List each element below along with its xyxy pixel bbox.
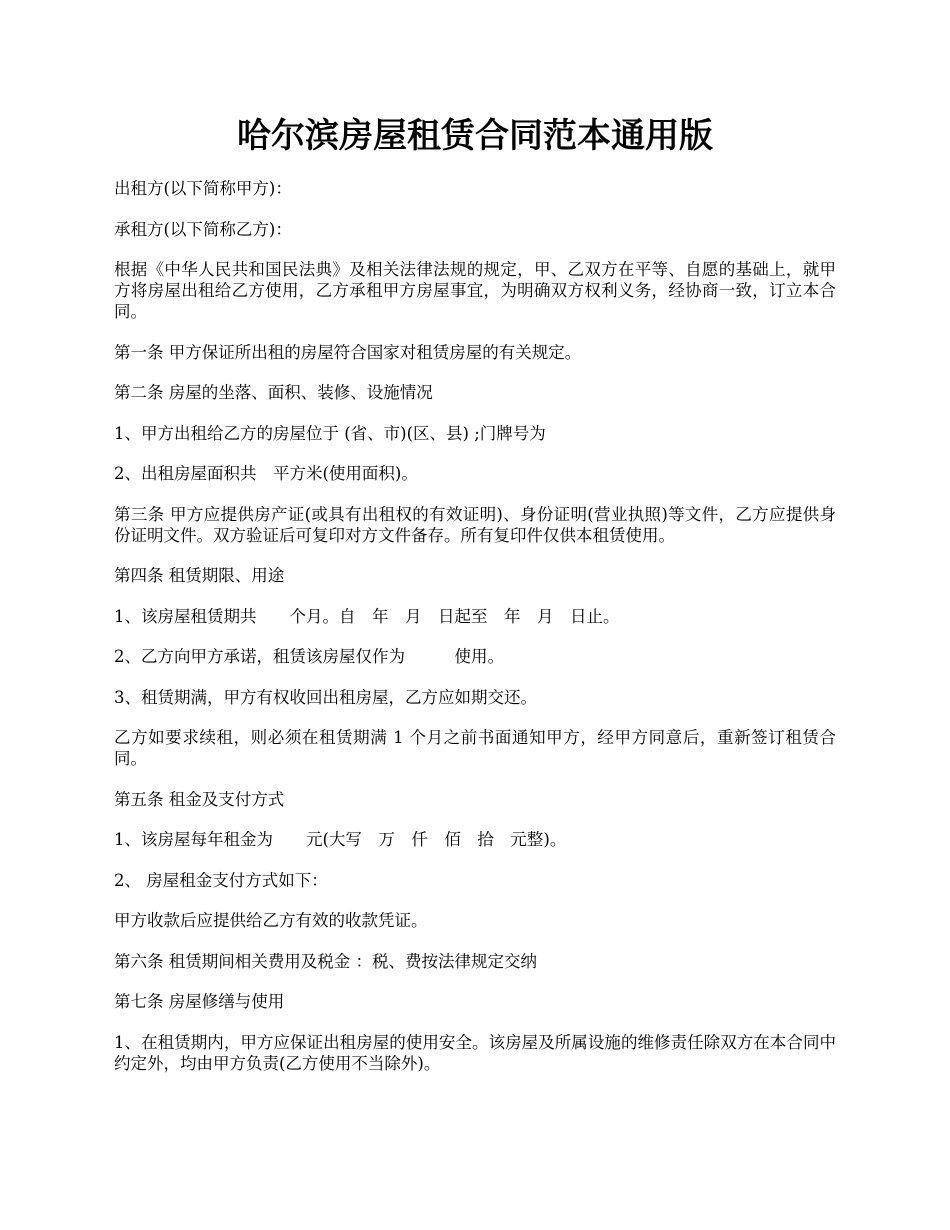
document-body [114,178,836,1093]
paragraph-article-1: 第一条 甲方保证所出租的房屋符合国家对租赁房屋的有关规定。 [114,342,582,362]
paragraph-article-5-item-1: 1、该房屋每年租金为 元(大写 万 仟 佰 拾 元整)。 [114,830,567,849]
paragraph-article-4-item-3: 3、租赁期满，甲方有权收回出租房屋，乙方应如期交还。 [114,687,537,707]
paragraph-article-2-item-1: 1、甲方出租给乙方的房屋位于 (省、市)(区、县) ;门牌号为 [114,423,546,443]
paragraph-article-4: 第四条 租赁期限、用途 [114,566,285,585]
paragraph-article-7-item-1: 1、在租赁期内，甲方应保证出租房屋的使用安全。该房屋及所属设施的维修责任除双方在本合同中约定外，均由甲方负责(乙方使用不当除外)。 [114,1032,836,1073]
paragraph-article-6: 第六条 租赁期间相关费用及税金 ：税、费按法律规定交纳 [114,951,537,971]
paragraph-article-7: 第七条 房屋修缮与使用 [114,992,285,1011]
paragraph-preamble: 根据《中华人民共和国民法典》及相关法律法规的规定，甲、乙双方在平等、自愿的基础上，就甲方将房屋出租给乙方使用，乙方承租甲方房屋事宜，为明确双方权利义务，经协商一致，订立本合同。 [114,260,836,321]
paragraph-lessee: 承租方(以下简称乙方)： [114,219,292,239]
paragraph-article-5-item-2: 2、 房屋租金支付方式如下： [114,870,328,890]
paragraph-article-4-item-2: 2、乙方向甲方承诺，租赁该房屋仅作为 使用。 [114,647,504,666]
paragraph-receipt: 甲方收款后应提供给乙方有效的收款凭证。 [114,911,428,930]
paragraph-article-5: 第五条 租金及支付方式 [114,789,285,809]
paragraph-renewal: 乙方如要求续租，则必须在租赁期满 1 个月之前书面通知甲方，经甲方同意后，重新签订租赁合同。 [114,728,836,768]
paragraph-article-4-item-1: 1、该房屋租赁期共 个月。自 年 月 日起至 年 月 日止。 [114,606,620,626]
paragraph-article-3: 第三条 甲方应提供房产证(或具有出租权的有效证明)、身份证明(营业执照)等文件，乙方应提供身份证明文件。双方验证后可复印对方文件备存。所有复印件仅供本租赁使用。 [114,504,836,545]
paragraph-article-2: 第二条 房屋的坐落、面积、装修、设施情况 [114,383,433,402]
paragraph-article-2-item-2: 2、出租房屋面积共 平方米(使用面积)。 [114,464,418,483]
document-title: 哈尔滨房屋租赁合同范本通用版 [237,116,713,156]
paragraph-lessor: 出租方(以下简称甲方)： [114,179,292,198]
